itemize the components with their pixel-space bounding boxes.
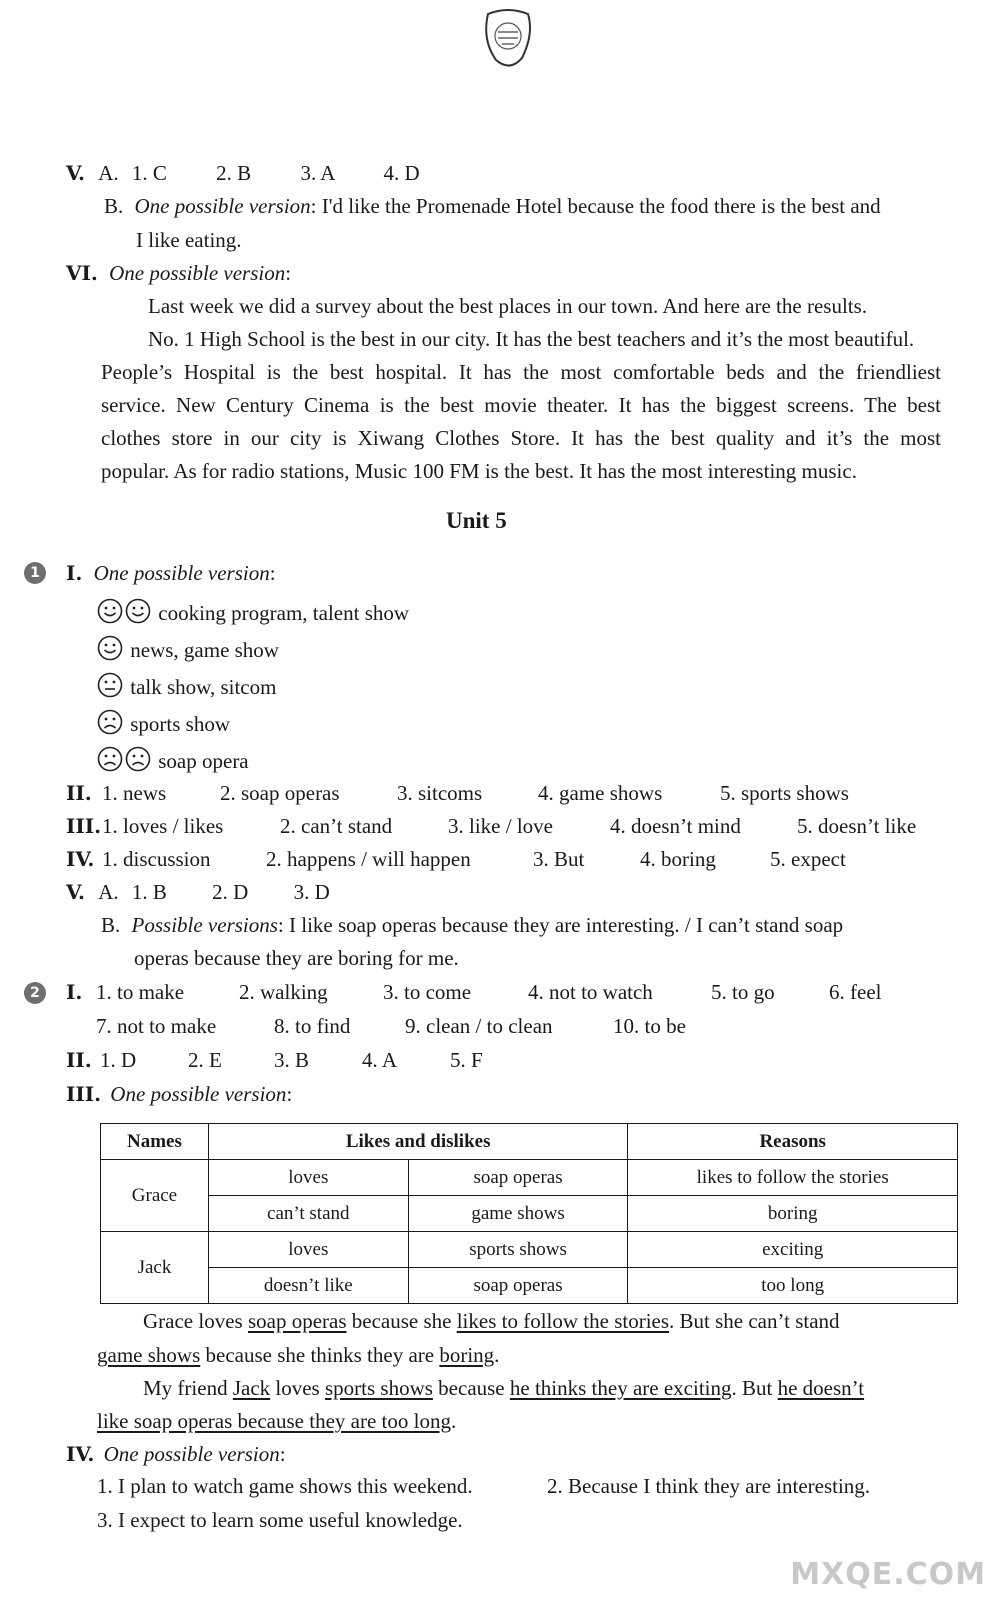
p1-v-line [66, 880, 330, 905]
smile-face-icon [97, 635, 123, 661]
p2-ii-1: 1. D [100, 1048, 137, 1072]
table-cell-verb: loves [208, 1232, 408, 1268]
p2-iii-numeral: III. [66, 1082, 102, 1106]
table-header-row [101, 1124, 958, 1160]
p2-iii-para1-line2 [97, 1343, 499, 1368]
p1-iii-5: 5. doesn’t like [797, 814, 917, 838]
p1-v-b-line1 [101, 913, 941, 938]
p1-v-a-3: 3. D [293, 880, 330, 904]
rating-text-4: sports show [130, 712, 231, 736]
para1-text: . [494, 1343, 500, 1367]
p2-iv-answer-3: 3. I expect to learn some useful knowledge. [97, 1508, 463, 1532]
top-vi-line-4: service. New Century Cinema is the best movie theater. It has the biggest screens. The best [101, 393, 941, 417]
top-v-b-version: One possible version [134, 194, 311, 218]
rating-row-2 [97, 635, 279, 663]
p2-ii-numeral: II. [66, 1048, 92, 1072]
table-row [101, 1268, 958, 1304]
p2-ii-4: 4. A [362, 1048, 398, 1072]
smile-face-icon [125, 598, 151, 624]
table-row [101, 1196, 958, 1232]
p1-ii-3: 3. sitcoms [397, 781, 483, 805]
p2-i-2: 2. walking [239, 980, 328, 1004]
top-vi-version: One possible version [109, 261, 286, 285]
table-cell-verb: can’t stand [208, 1196, 408, 1232]
table-cell-object: soap operas [408, 1268, 628, 1304]
likes-dislikes-table [100, 1123, 958, 1304]
p2-iv-answer-2: 2. Because I think they are interesting. [547, 1474, 871, 1498]
para2-blank-4: he doesn’t [777, 1376, 865, 1400]
p1-v-a-1: 1. B [131, 880, 167, 904]
top-v-b-text2: I like eating. [136, 228, 242, 252]
p1-iii-2: 2. can’t stand [280, 814, 393, 838]
top-vi-heading [66, 261, 291, 286]
table-row [101, 1232, 958, 1268]
rating-row-5 [97, 746, 249, 774]
p1-iii-numeral: III. [66, 814, 102, 838]
p1-iv-1: 1. discussion [102, 847, 211, 871]
table-row [101, 1160, 958, 1196]
top-vi-colon: : [285, 261, 292, 285]
p2-i-4: 4. not to watch [528, 980, 653, 1004]
para2-blank-3: he thinks they are exciting [509, 1376, 732, 1400]
table-cell-reason: likes to follow the stories [628, 1160, 958, 1196]
rating-text-3: talk show, sitcom [130, 675, 277, 699]
rating-text-5: soap opera [158, 749, 249, 773]
para1-text: because she [346, 1309, 457, 1333]
top-v-a-4: 4. D [383, 161, 420, 185]
para1-blank-3: game shows [97, 1343, 201, 1367]
table-cell-verb: doesn’t like [208, 1268, 408, 1304]
watermark-text: MXQE.COM [790, 1557, 986, 1592]
p2-iv-colon: : [279, 1442, 286, 1466]
p2-iv-answer-1: 1. I plan to watch game shows this weekend. [97, 1474, 473, 1498]
para2-text: My friend [143, 1376, 233, 1400]
para2-text: . But [731, 1376, 778, 1400]
p2-i-3: 3. to come [383, 980, 472, 1004]
table-cell-name: Jack [101, 1232, 209, 1304]
p1-v-a-label: A. [98, 880, 119, 904]
p2-i-1: 1. to make [96, 980, 185, 1004]
top-v-a-label: A. [98, 161, 119, 185]
p2-iii-para2-line1 [143, 1376, 864, 1401]
top-vi-line-5: clothes store in our city is Xiwang Clothes Store. It has the best quality and it’s the most [101, 426, 941, 450]
unit-title: Unit 5 [446, 508, 507, 533]
part2-badge: 2 [24, 982, 46, 1004]
p1-ii-line [66, 781, 849, 806]
table-cell-reason: exciting [628, 1232, 958, 1268]
frown-face-icon [97, 746, 123, 772]
p1-iv-4: 4. boring [640, 847, 716, 871]
p1-iv-numeral: IV. [66, 847, 95, 871]
top-v-b-text1: : I'd like the Promenade Hotel because the food there is the best and [310, 194, 881, 218]
p1-i-colon: : [269, 561, 276, 585]
p1-i-heading [66, 561, 276, 586]
p2-iii-para2-line2 [97, 1409, 456, 1434]
seal-stamp-icon [482, 8, 534, 70]
p1-ii-2: 2. soap operas [220, 781, 340, 805]
table-cell-object: soap operas [408, 1160, 628, 1196]
p1-iii-line [66, 814, 917, 839]
para1-blank-2: likes to follow the stories [456, 1309, 670, 1333]
top-v-b-line1 [104, 194, 881, 219]
p1-i-numeral: I. [66, 561, 83, 585]
p2-iv-version: One possible version [103, 1442, 280, 1466]
rating-text-2: news, game show [130, 638, 279, 662]
top-vi-line-6: popular. As for radio stations, Music 100 FM is the best. It has the most interesting music. [101, 459, 857, 483]
p1-iv-3: 3. But [533, 847, 585, 871]
p1-ii-5: 5. sports shows [720, 781, 849, 805]
top-v-a-2: 2. B [216, 161, 252, 185]
p2-i-10: 10. to be [613, 1014, 686, 1038]
neutral-face-icon [97, 672, 123, 698]
para2-text: . [450, 1409, 457, 1433]
para2-text: because [432, 1376, 510, 1400]
p1-iv-5: 5. expect [770, 847, 846, 871]
p2-i-row1 [66, 980, 882, 1005]
p2-i-8: 8. to find [274, 1014, 351, 1038]
p2-ii-line [66, 1048, 483, 1073]
table-cell-object: sports shows [408, 1232, 628, 1268]
p2-ii-2: 2. E [188, 1048, 222, 1072]
p1-v-b-text1: : I like soap operas because they are interesting. / I can’t stand soap [277, 913, 844, 937]
p1-ii-4: 4. game shows [538, 781, 663, 805]
para2-blank-5: like soap operas because they are too long [97, 1409, 451, 1433]
para2-blank-2: sports shows [324, 1376, 433, 1400]
p1-v-numeral: V. [66, 880, 85, 904]
rating-row-1 [97, 598, 409, 626]
frown-face-icon [125, 746, 151, 772]
p2-ii-5: 5. F [450, 1048, 483, 1072]
p2-iii-heading [66, 1082, 292, 1107]
p2-iv-numeral: IV. [66, 1442, 95, 1466]
table-header-likes: Likes and dislikes [208, 1124, 627, 1160]
p1-ii-numeral: II. [66, 781, 92, 805]
para1-text: Grace loves [143, 1309, 248, 1333]
table-header-names: Names [101, 1124, 209, 1160]
para1-blank-1: soap operas [247, 1309, 347, 1333]
part1-badge: 1 [24, 562, 46, 584]
top-vi-numeral: VI. [66, 261, 98, 285]
top-vi-line-2: No. 1 High School is the best in our city. It has the best teachers and it’s the most beautiful. [148, 327, 915, 351]
p1-v-b-label: B. [101, 913, 121, 937]
para2-blank-1: Jack [232, 1376, 271, 1400]
p1-ii-1: 1. news [102, 781, 167, 805]
top-v-numeral: V. [66, 161, 85, 185]
top-v-a-1: 1. C [131, 161, 167, 185]
smile-face-icon [97, 598, 123, 624]
p2-i-numeral: I. [66, 980, 83, 1004]
rating-row-4 [97, 709, 230, 737]
p1-v-a-2: 2. D [212, 880, 249, 904]
p2-i-6: 6. feel [829, 980, 882, 1004]
p1-v-b-text2: operas because they are boring for me. [134, 946, 459, 970]
para2-text: loves [270, 1376, 325, 1400]
para1-blank-4: boring [439, 1343, 495, 1367]
p1-i-version: One possible version [93, 561, 270, 585]
table-header-reasons: Reasons [628, 1124, 958, 1160]
p1-iv-line [66, 847, 846, 872]
top-vi-line-3: People’s Hospital is the best hospital. It has the most comfortable beds and the friendliest [101, 360, 941, 384]
top-v-line [66, 161, 420, 186]
rating-row-3 [97, 672, 276, 700]
table-cell-reason: too long [628, 1268, 958, 1304]
p1-iii-4: 4. doesn’t mind [610, 814, 741, 838]
table-cell-name: Grace [101, 1160, 209, 1232]
p2-i-7: 7. not to make [96, 1014, 217, 1038]
p2-iii-colon: : [286, 1082, 293, 1106]
p1-iii-1: 1. loves / likes [102, 814, 224, 838]
p1-v-b-version: Possible versions [131, 913, 278, 937]
p1-iv-2: 2. happens / will happen [266, 847, 471, 871]
para1-text: because she thinks they are [200, 1343, 440, 1367]
table-cell-object: game shows [408, 1196, 628, 1232]
p2-ii-3: 3. B [274, 1048, 310, 1072]
p2-iv-heading [66, 1442, 286, 1467]
table-cell-verb: loves [208, 1160, 408, 1196]
table-cell-reason: boring [628, 1196, 958, 1232]
top-v-b-label: B. [104, 194, 124, 218]
p2-i-9: 9. clean / to clean [405, 1014, 553, 1038]
frown-face-icon [97, 709, 123, 735]
p1-iii-3: 3. like / love [448, 814, 553, 838]
top-v-a-3: 3. A [300, 161, 335, 185]
para1-text: . But she can’t stand [669, 1309, 840, 1333]
top-vi-line-1: Last week we did a survey about the best places in our town. And here are the results. [148, 294, 868, 318]
p2-i-5: 5. to go [711, 980, 775, 1004]
p2-iii-para1-line1 [143, 1309, 840, 1334]
p2-iii-version: One possible version [110, 1082, 287, 1106]
rating-text-1: cooking program, talent show [158, 601, 410, 625]
